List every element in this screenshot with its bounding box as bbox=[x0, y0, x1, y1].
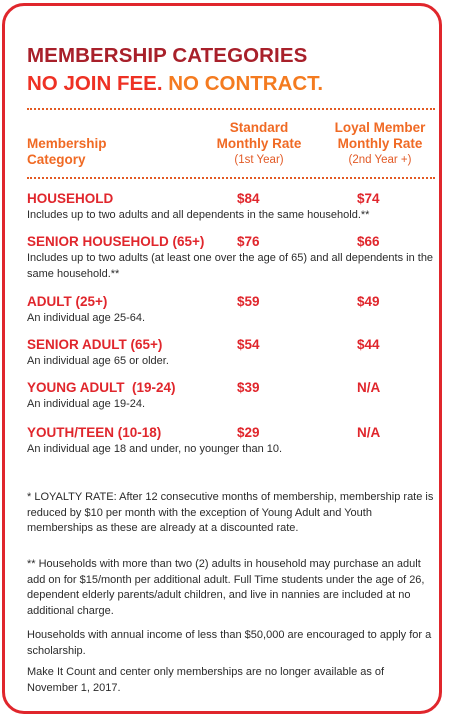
membership-card bbox=[2, 3, 442, 714]
footnote-households: ** Households with more than two (2) adults in household may purchase an adult add on for $15/month per additional adult. Full Time students under the age of 26, dependent elderly parents/adult children, and live in nannies are included at no additional charge. bbox=[27, 558, 425, 617]
category-name-young-adult: YOUNG ADULT (19-24) bbox=[27, 380, 176, 395]
category-name-youth-teen: YOUTH/TEEN (10-18) bbox=[27, 425, 162, 440]
standard-rate-household: $84 bbox=[237, 191, 260, 206]
category-description-adult: An individual age 25-64. bbox=[27, 312, 146, 324]
category-name-senior-adult: SENIOR ADULT (65+) bbox=[27, 337, 163, 352]
loyal-rate-adult: $49 bbox=[357, 294, 380, 309]
standard-rate-senior-household: $76 bbox=[237, 234, 260, 249]
standard-rate-young-adult: $39 bbox=[237, 380, 260, 395]
loyal-rate-youth-teen: N/A bbox=[357, 425, 381, 440]
standard-rate-adult: $59 bbox=[237, 294, 260, 309]
dotted-divider-top bbox=[27, 108, 435, 110]
page-title: MEMBERSHIP CATEGORIES bbox=[27, 44, 308, 67]
column-header-category bbox=[27, 136, 107, 168]
category-name-adult: ADULT (25+) bbox=[27, 294, 108, 309]
category-description-household: Includes up to two adults and all dependents in the same household.** bbox=[27, 209, 370, 221]
column-header-standard bbox=[203, 120, 315, 168]
standard-rate-youth-teen: $29 bbox=[237, 425, 260, 440]
standard-rate-senior-adult: $54 bbox=[237, 337, 260, 352]
column-header-category-line1: Membership bbox=[27, 136, 107, 151]
column-header-standard-sub: (1st Year) bbox=[234, 154, 284, 166]
category-description-young-adult: An individual age 19-24. bbox=[27, 398, 146, 410]
category-description-senior-household: Includes up to two adults (at least one over the age of 65) and all dependents in the same household.** bbox=[27, 252, 434, 280]
dotted-divider-header bbox=[27, 177, 435, 179]
column-header-loyal-line1: Loyal Member bbox=[334, 120, 426, 135]
subtitle-part-no-join-fee: NO JOIN FEE. bbox=[27, 72, 169, 95]
category-description-youth-teen: An individual age 18 and under, no younger than 10. bbox=[27, 443, 283, 455]
column-header-category-line2: Category bbox=[27, 152, 86, 167]
column-header-standard-line1: Standard bbox=[229, 120, 289, 135]
column-header-loyal-line2: Monthly Rate bbox=[337, 136, 423, 151]
category-description-senior-adult: An individual age 65 or older. bbox=[27, 355, 169, 367]
loyal-rate-household: $74 bbox=[357, 191, 380, 206]
column-header-loyal-sub: (2nd Year +) bbox=[348, 154, 412, 166]
column-header-loyal bbox=[321, 120, 439, 168]
loyal-rate-young-adult: N/A bbox=[357, 380, 381, 395]
column-header-standard-line2: Monthly Rate bbox=[216, 136, 302, 151]
footnote-loyalty-rate: * LOYALTY RATE: After 12 consecutive months of membership, membership rate is reduced by $10 per month with the exception of Young Adult and Youth memberships as these are already at a discounted rate. bbox=[27, 491, 434, 534]
footnote-scholarship: Households with annual income of less than $50,000 are encouraged to apply for a scholarship. bbox=[27, 629, 432, 657]
page-subtitle bbox=[27, 72, 323, 96]
category-name-household: HOUSEHOLD bbox=[27, 191, 114, 206]
loyal-rate-senior-household: $66 bbox=[357, 234, 380, 249]
loyal-rate-senior-adult: $44 bbox=[357, 337, 380, 352]
footnote-discontinued: Make It Count and center only memberships are no longer available as of November 1, 2017. bbox=[27, 666, 385, 694]
category-name-senior-household: SENIOR HOUSEHOLD (65+) bbox=[27, 234, 205, 249]
subtitle-part-no-contract: NO CONTRACT. bbox=[168, 72, 324, 95]
